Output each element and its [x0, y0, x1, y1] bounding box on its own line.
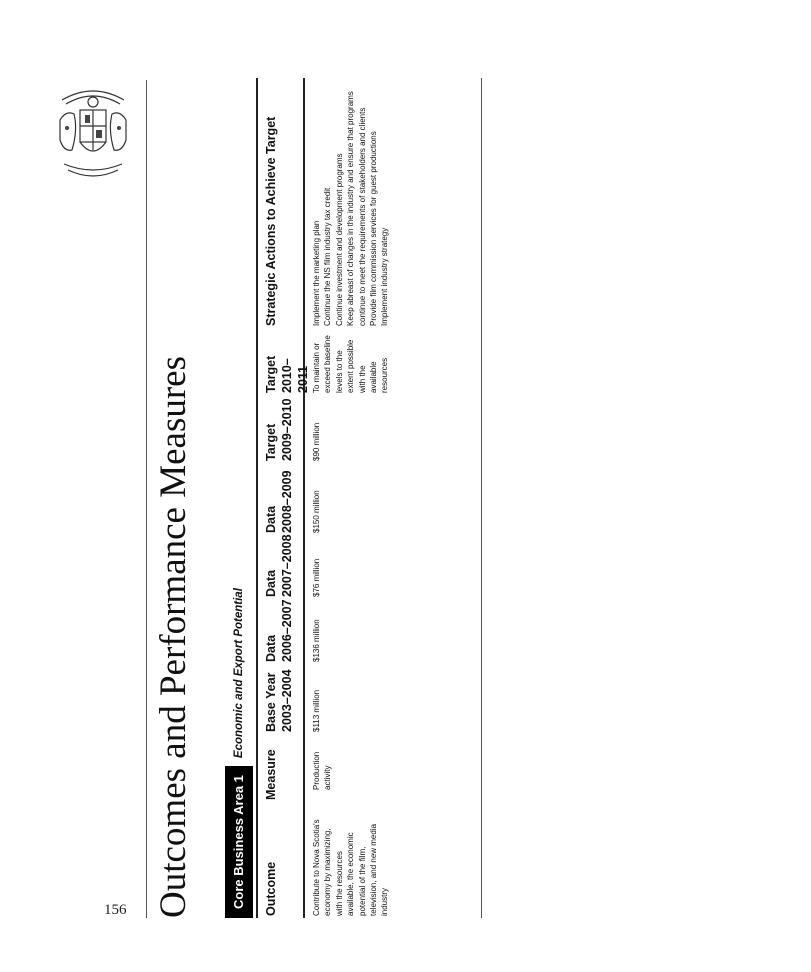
strategic-action-item: Continue investment and development programs — [334, 153, 344, 326]
cell-measure: Production activity — [312, 751, 333, 790]
core-business-area-subtitle: Economic and Export Potential — [233, 588, 245, 759]
header-base-year: Base Year 2003–2004 — [264, 669, 294, 732]
cell-outcome: Contribute to Nova Scotia's economy by maximizing, with the resources available, the economic potential of the film, television, and new media industry — [312, 819, 390, 916]
cell-base-year: $113 million — [312, 689, 321, 732]
margin-rule — [146, 80, 147, 918]
strategic-action-item: Keep abreast of changes in the industry and ensure that programs continue to meet the requirements of stakeholders and clients — [346, 91, 367, 326]
header-target-2009-2010: Target 2009–2010 — [264, 398, 294, 461]
header-data-2007-2008: Data 2007–2008 — [264, 534, 294, 597]
table-bottom-rule — [481, 78, 482, 918]
coat-of-arms-icon — [52, 80, 134, 184]
header-measure: Measure — [264, 749, 278, 800]
header-target-2010-2011: Target 2010–2011 — [264, 355, 310, 393]
cell-data-2008-2009: $150 million — [312, 490, 321, 533]
core-business-area-label: Core Business Area 1 — [225, 766, 253, 918]
page-title: Outcomes and Performance Measures — [153, 356, 194, 918]
cell-data-2006-2007: $136 million — [312, 619, 321, 662]
cell-target-2010-2011: To maintain or exceed baseline levels to the extent possible with the available resources — [312, 335, 390, 393]
core-business-area — [225, 588, 253, 918]
header-data-2006-2007: Data 2006–2007 — [264, 599, 294, 662]
strategic-action-item: Implement the marketing plan — [312, 220, 321, 326]
cell-target-2009-2010: $90 million — [312, 422, 321, 461]
rotated-content — [151, 78, 711, 918]
strategic-action-item: Implement industry strategy — [380, 227, 390, 326]
table-top-rule — [256, 78, 258, 918]
strategic-action-item: Provide film commission services for guest productions — [369, 131, 379, 326]
page-number: 156 — [104, 902, 127, 918]
cell-data-2007-2008: $76 million — [312, 558, 321, 597]
cell-strategic-actions — [311, 78, 391, 326]
table-header-rule — [303, 78, 305, 918]
header-strategic-actions: Strategic Actions to Achieve Target — [264, 116, 278, 326]
strategic-action-item: Continue the NS film industry tax credit — [323, 187, 333, 326]
header-data-2008-2009: Data 2008–2009 — [264, 470, 294, 533]
header-outcome: Outcome — [264, 861, 278, 916]
